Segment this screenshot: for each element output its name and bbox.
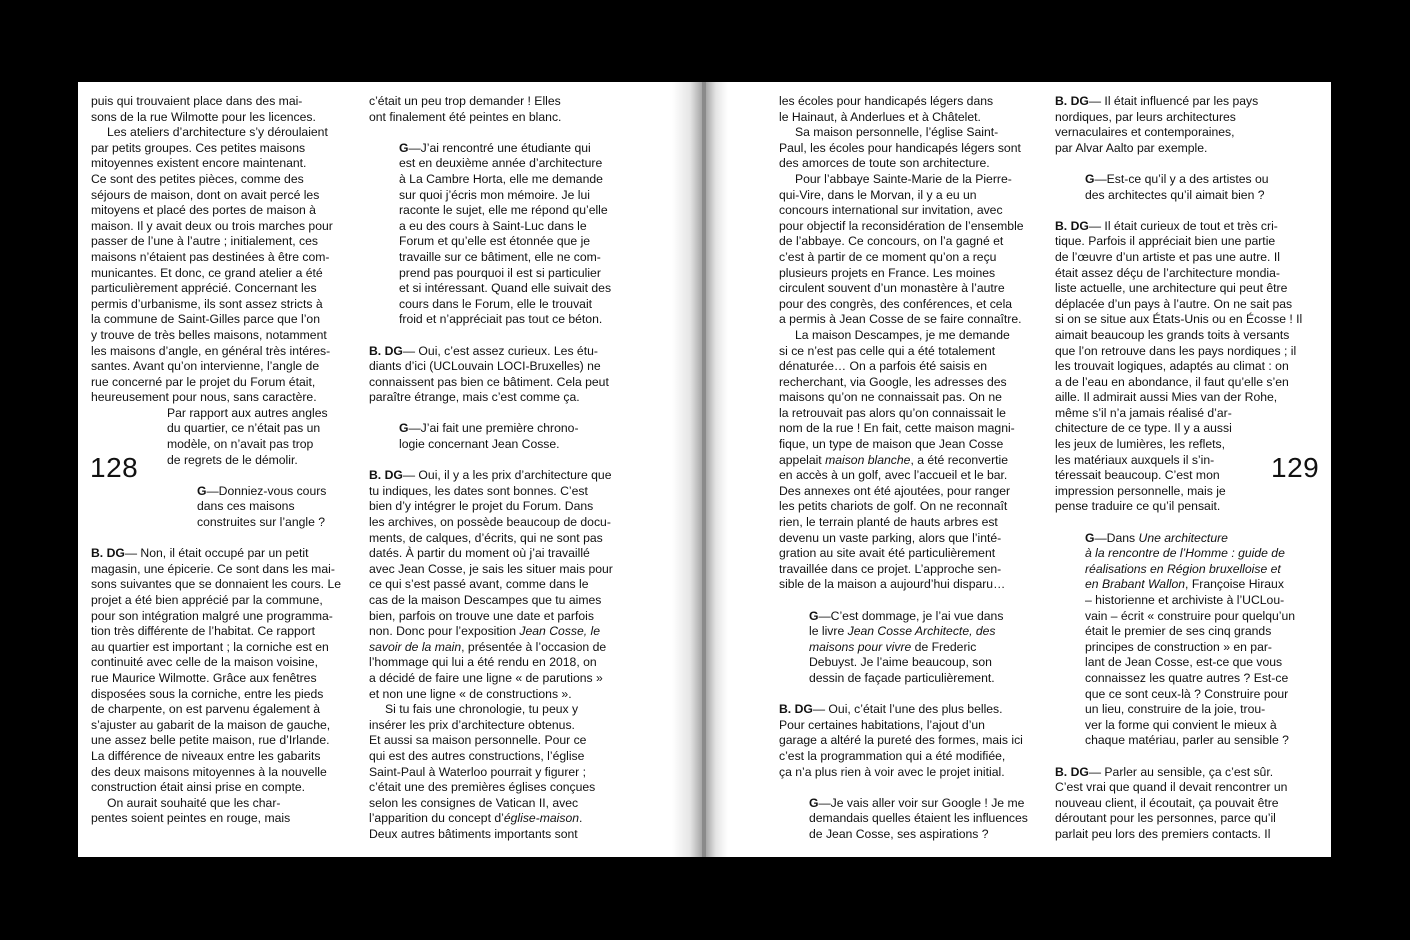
text-line: rien, le terrain planté de hauts arbres est <box>779 515 998 530</box>
text-line: impression personnelle, mais je <box>1055 483 1226 498</box>
text-line: Des annexes ont été ajoutées, pour ranger <box>779 483 1011 498</box>
speaker-label: G <box>809 795 819 810</box>
text-line: passer de l’une à l’autre ; initialement, ces <box>91 234 318 249</box>
text-line: est en deuxième année d’architecture <box>399 156 603 171</box>
text-line: chaque matériau, parler au sensible ? <box>1085 733 1289 748</box>
text-line: c’est à partir de ce moment qu’on a reçu <box>779 249 997 264</box>
page-number-left: 128 <box>90 452 139 483</box>
answer-line: B. DG— Il était curieux de tout et très cri- <box>1055 218 1278 233</box>
text-line: bien d’y intégrer le projet du Forum. Dans <box>369 499 594 514</box>
text-line: sible de la maison a aujourd’hui disparu… <box>779 577 1006 592</box>
text-line: les jeux de lumières, les reflets, <box>1055 437 1226 452</box>
text-line: de l’abbaye. Ce concours, on l’a gagné et <box>779 234 1004 249</box>
text-line: pour des congrès, des conférences, et cela <box>779 296 1013 311</box>
text-line: permis d’urbanisme, ils sont assez stricts à <box>91 296 323 311</box>
text-line: déroutant pour les personnes, parce qu’il <box>1055 811 1276 826</box>
text-line: Deux autres bâtiments importants sont <box>369 826 578 841</box>
text-line: ce qui s’est passé avant, comme dans le <box>369 577 589 592</box>
column-3 <box>779 94 1047 843</box>
text-line: le livre Jean Cosse Architecte, des <box>809 624 996 639</box>
text-line: sons de la rue Wilmotte pour les licences. <box>91 109 316 124</box>
text-line: pense traduire ce qu’il pensait. <box>1055 499 1221 514</box>
text-line: plusieurs projets en France. Les moines <box>779 265 996 280</box>
text-line: maisons qu’on ne connaissait pas. On ne <box>779 390 1002 405</box>
text-line: raconte le sujet, elle me répond qu’elle <box>399 203 608 218</box>
text-line: avec Jean Cosse, je sais les situer mais pour <box>369 561 613 576</box>
text-line: c’est la programmation qui a été modifiée, <box>779 748 1006 763</box>
text-line: pour objectif la reconsidération de l’ensemble <box>779 218 1024 233</box>
text-line: du quartier, ce n’était pas un <box>167 421 321 436</box>
text-line: tique. Parfois il appréciait bien une partie <box>1055 234 1276 249</box>
text-line: ver la forme qui convient le mieux à <box>1085 717 1277 732</box>
speaker-label: G <box>399 140 409 155</box>
text-line: Forum et qu’elle est étonnée que je <box>399 234 591 249</box>
text-line: nordiques, par leurs architectures <box>1055 109 1236 124</box>
text-line: gration au site avait été particulièrement <box>779 546 996 561</box>
text-line: téressait beaucoup. C’est mon <box>1055 468 1220 483</box>
text-line: garage a altéré la pureté des formes, mais ici <box>779 733 1023 748</box>
text-line: de l’œuvre d’un artiste et pas une autre. Il <box>1055 249 1280 264</box>
question-line: G—Je vais aller voir sur Google ! Je me <box>809 795 1025 810</box>
speaker-label: B. DG <box>779 702 813 717</box>
text-line: rue concerné par le projet du Forum était, <box>91 374 316 389</box>
text-line: maison. Il y avait deux ou trois marches pour <box>91 218 333 233</box>
text-line: Pour certaines habitations, l’ajout d’un <box>779 717 985 732</box>
text-line: a de l’eau en abondance, il faut qu’elle s’en <box>1055 374 1289 389</box>
text-line: Ce sont des petites pièces, comme des <box>91 171 304 186</box>
answer-line: B. DG— Parler au sensible, ça c’est sûr. <box>1055 764 1274 779</box>
text-line: des amorces de toute son architecture. <box>779 156 990 171</box>
text-line: demandais quelles étaient les influences <box>809 811 1028 826</box>
text-line: qui-Vire, dans le Morvan, il y a eu un <box>779 187 977 202</box>
text-line: par Alvar Aalto par exemple. <box>1055 140 1208 155</box>
text-line: que l’on retrouve dans les pays nordiques ; il <box>1055 343 1297 358</box>
text-line: réalisations en Région bruxelloise et <box>1085 561 1281 576</box>
question-line: G—C’est dommage, je l’ai vue dans <box>809 608 1004 623</box>
text-line: travaille sur ce bâtiment, elle ne com- <box>399 249 601 264</box>
question-line: G—Dans Une architecture <box>1085 530 1228 545</box>
text-line: particulièrement apprécié. Concernant les <box>91 281 317 296</box>
text-line: les petits chariots de golf. On ne reconnaît <box>779 499 1008 514</box>
text-line: la retrouvait pas alors qu’on connaissait le <box>779 405 1006 420</box>
text-line: ont finalement été peintes en blanc. <box>369 109 562 124</box>
text-line: les écoles pour handicapés légers dans <box>779 94 994 108</box>
text-line: diants d’ici (UCLouvain LOCI-Bruxelles) ne <box>369 359 601 374</box>
speaker-label: G <box>1085 171 1095 186</box>
page-number-right: 129 <box>1271 452 1320 483</box>
text-line: Les ateliers d’architecture s’y déroulaient <box>107 125 328 140</box>
text-line: et si intéressant. Quand elle suivait des <box>399 281 612 296</box>
text-line: tion très différente de l’habitat. Ce rapport <box>91 624 316 639</box>
text-line: vernaculaires et contemporaines, <box>1055 125 1235 140</box>
text-line: les trouvait logiques, adaptés au climat : on <box>1055 359 1289 374</box>
text-line: la commune de Saint-Gilles parce que l’on <box>91 312 320 327</box>
text-line: chitecture de ce type. Il y a aussi <box>1055 421 1232 436</box>
text-line: connaissent pas bien ce bâtiment. Cela peut <box>369 374 609 389</box>
text-line: On aurait souhaité que les char- <box>107 795 281 810</box>
text-line: paraître étrange, mais c’est comme ça. <box>369 390 580 405</box>
text-line: continuité avec celle de la maison voisine, <box>91 655 318 670</box>
text-line: recherchant, via Google, les adresses des <box>779 374 1007 389</box>
text-line: vain – écrit « construire pour quelqu’un <box>1085 608 1296 623</box>
text-line: bien, parfois on trouve une date et parfois <box>369 608 594 623</box>
speaker-label: B. DG <box>1055 764 1089 779</box>
text-line: était le premier de ses cinq grands <box>1085 624 1272 639</box>
text-line: La différence de niveaux entre les gabarits <box>91 748 321 763</box>
text-line: l’apparition du concept d’église-maison. <box>369 811 583 826</box>
text-line: projet a été bien apprécié par la commune, <box>91 593 323 607</box>
speaker-label: B. DG <box>369 468 403 483</box>
text-line: le Hainaut, à Anderlues et à Châtelet. <box>779 109 981 124</box>
question-line: G—J’ai rencontré une étudiante qui <box>399 140 591 155</box>
text-line: nouveau client, il écoutait, ça pouvait être <box>1055 795 1279 810</box>
text-line: en Brabant Wallon, Françoise Hiraux <box>1085 577 1284 592</box>
text-line: était assez déçu de l’architecture mondia- <box>1055 265 1280 280</box>
text-line: maisons n’étaient pas destinées à être com- <box>91 249 330 264</box>
text-line: tu indiques, les dates sont bonnes. C’est <box>369 483 588 498</box>
text-line: a décidé de faire une ligne « de parutions » <box>369 670 603 685</box>
text-line: connaissez les quatre autres ? Est-ce <box>1085 670 1289 685</box>
book-spine <box>702 82 706 857</box>
text-line: les archives, on possède beaucoup de docu- <box>369 515 611 530</box>
text-line: lant de Jean Cosse, est-ce que vous <box>1085 655 1283 670</box>
text-line: un lieu, construire de la joie, trou- <box>1085 702 1266 717</box>
text-line: séjours de maison, dont on avait percé les <box>91 187 320 202</box>
text-line: datés. À partir du moment où j’ai travaillé <box>369 546 590 561</box>
text-line: ça n’a plus rien à voir avec le projet initial. <box>779 764 1005 779</box>
text-line: au quartier est important ; la corniche est en <box>91 639 329 654</box>
text-line: aille. Il admirait aussi Mies van der Rohe, <box>1055 390 1278 405</box>
text-line: de regrets de le démolir. <box>167 452 298 467</box>
text-line: froid et n’appréciait pas tout ce béton. <box>399 312 603 327</box>
text-line: appelait maison blanche, a été reconvertie <box>779 452 1009 467</box>
answer-line: B. DG— Non, il était occupé par un petit <box>91 546 309 561</box>
speaker-label: G <box>197 483 207 498</box>
text-line: circulent souvent d’un monastère à l’autre <box>779 281 1005 296</box>
text-line: non. Donc pour l’exposition Jean Cosse, le <box>369 624 601 639</box>
answer-line: B. DG— Oui, il y a les prix d’architecture que <box>369 468 612 483</box>
text-line: Pour l’abbaye Sainte-Marie de la Pierre- <box>795 171 1012 186</box>
text-line: de charpente, on est parvenu également à <box>91 702 321 717</box>
speaker-label: G <box>399 421 409 436</box>
text-line: devenu un vaste parking, alors que l’inté- <box>779 530 1002 545</box>
text-line: à la rencontre de l’Homme : guide de <box>1085 546 1285 561</box>
text-line: pour son intégration malgré une programma- <box>91 608 333 623</box>
text-line: rue Maurice Wilmotte. Grâce aux fenêtres <box>91 670 317 685</box>
text-line: dessin de façade particulièrement. <box>809 670 995 685</box>
text-line: C’est vrai que quand il devait rencontrer un <box>1055 780 1288 795</box>
text-line: pentes soient peintes en rouge, mais <box>91 811 291 826</box>
text-line: à La Cambre Horta, elle me demande <box>399 171 603 186</box>
text-line: l’hommage qui lui a été rendu en 2018, on <box>369 655 597 670</box>
text-line: s’ajuster au gabarit de la maison de gauche, <box>91 717 331 732</box>
text-line: par petits groupes. Ces petites maisons <box>91 140 306 155</box>
text-line: c’était un peu trop demander ! Elles <box>369 94 561 108</box>
text-line: liste actuelle, une architecture qui peut être <box>1055 281 1288 296</box>
text-line: de Jean Cosse, ses aspirations ? <box>809 826 989 841</box>
text-line: déplacée d’un pays à l’autre. On ne sait pas <box>1055 296 1293 311</box>
text-line: nom de la rue ! En fait, cette maison magni- <box>779 421 1015 436</box>
text-line: – historienne et archiviste à l’UCLou- <box>1085 593 1285 607</box>
text-line: même s’il n’a jamais réalisé d’ar- <box>1055 405 1232 420</box>
text-line: en accès à un golf, avec l’accueil et le bar. <box>779 468 1008 483</box>
text-line: fique, un type de maison que Jean Cosse <box>779 437 1004 452</box>
answer-line: B. DG— Oui, c’était l’une des plus belles. <box>779 702 1003 717</box>
text-line: Si tu fais une chronologie, tu peux y <box>385 702 579 717</box>
text-line: Debuyst. Je l’aime beaucoup, son <box>809 655 992 670</box>
text-line: magasin, une épicerie. Ce sont dans les mai- <box>91 561 335 576</box>
text-line: Par rapport aux autres angles <box>167 405 328 420</box>
text-line: des architectes qu’il aimait bien ? <box>1085 187 1265 202</box>
question-line: G—J’ai fait une première chrono- <box>399 421 579 436</box>
text-line: y trouve de très belles maisons, notamment <box>91 327 327 342</box>
question-line: dans ces maisons <box>197 499 295 514</box>
question-line: G—Est-ce qu’il y a des artistes ou <box>1085 171 1269 186</box>
text-line: modèle, on n’avait pas trop <box>167 437 314 452</box>
text-line: une assez belle petite maison, rue d’Irlande. <box>91 733 330 748</box>
text-line: si on se situe aux États-Unis ou en Écosse ! Il <box>1055 312 1303 327</box>
text-line: sons suivantes que se donnaient les cours. Le <box>91 577 342 592</box>
text-line: des deux maisons mitoyennes à la nouvelle <box>91 764 327 779</box>
text-line: cas de la maison Descampes que tu aimes <box>369 593 602 607</box>
text-line: Et aussi sa maison personnelle. Pour ce <box>369 733 587 748</box>
text-line: dénaturée… On a parfois été saisis en <box>779 359 987 374</box>
speaker-label: G <box>809 608 819 623</box>
speaker-label: B. DG <box>91 546 125 561</box>
text-line: travaillée dans ce projet. L’approche sen- <box>779 561 1002 576</box>
text-line: les maisons d’angle, en général très intéres- <box>91 343 331 358</box>
text-line: La maison Descampes, je me demande <box>795 327 1010 342</box>
text-line: sur quoi j’écris mon mémoire. Je lui <box>399 187 591 202</box>
text-line: municantes. Et donc, ce grand atelier a été <box>91 265 323 280</box>
text-line: prend pas pourquoi il est si particulier <box>399 265 601 280</box>
speaker-label: B. DG <box>1055 94 1089 108</box>
text-line: cours dans le Forum, elle le trouvait <box>399 296 593 311</box>
text-line: mitoyens et placé des portes de maison à <box>91 203 316 218</box>
gutter-shadow-left <box>672 82 702 857</box>
text-line: construction était ainsi prise en compte. <box>91 780 306 795</box>
text-line: a permis à Jean Cosse de se faire connaître. <box>779 312 1022 327</box>
text-line: Saint-Paul à Waterloo pourrait y figurer ; <box>369 764 586 779</box>
text-line: insérer les prix d’architecture obtenus. <box>369 717 575 732</box>
text-line: que ce sont ceux-là ? Construire pour <box>1085 686 1289 701</box>
text-line: maisons pour vivre de Frederic <box>809 639 977 654</box>
speaker-label: B. DG <box>369 343 403 358</box>
text-line: santes. Avant qu’on intervienne, l’angle de <box>91 359 320 374</box>
text-line: qui est des autres constructions, l’église <box>369 748 585 763</box>
text-line: savoir de la main, présentée à l’occasion de <box>369 639 607 654</box>
text-line: aimait beaucoup les grands toits à versants <box>1055 327 1290 342</box>
text-line: parlait peu lors des premiers contacts. Il <box>1055 826 1271 841</box>
answer-line: B. DG— Oui, c’est assez curieux. Les étu- <box>369 343 598 358</box>
text-line: c’était une des premières églises conçues <box>369 780 596 795</box>
text-line: puis qui trouvaient place dans des mai- <box>91 94 303 108</box>
column-2 <box>369 94 631 843</box>
text-line: ments, de calques, d’écrits, qui ne sont pas <box>369 530 603 545</box>
gutter-shadow-right <box>706 82 728 857</box>
text-line: si ce n’est pas celle qui a été totalement <box>779 343 996 358</box>
speaker-label: B. DG <box>1055 218 1089 233</box>
text-line: logie concernant Jean Cosse. <box>399 437 560 452</box>
text-line: heureusement pour nous, sans caractère. <box>91 390 317 405</box>
text-line: les matériaux auxquels il s’in- <box>1055 452 1215 467</box>
text-line: Paul, les écoles pour handicapés légers sont <box>779 140 1021 155</box>
text-line: principes de construction » en par- <box>1085 639 1272 654</box>
text-line: mitoyennes existent encore maintenant. <box>91 156 307 171</box>
text-line: disposées sous la corniche, entre les pieds <box>91 686 324 701</box>
text-line: a eu des cours à Saint-Luc dans le <box>399 218 587 233</box>
answer-line: B. DG— Il était influencé par les pays <box>1055 94 1259 108</box>
speaker-label: G <box>1085 530 1095 545</box>
text-line: selon les consignes de Vatican II, avec <box>369 795 579 810</box>
text-line: Sa maison personnelle, l’église Saint- <box>795 125 999 140</box>
text-line: et non une ligne « de constructions ». <box>369 686 572 701</box>
question-line: construites sur l’angle ? <box>197 515 326 530</box>
text-line: concours international sur invitation, avec <box>779 203 1003 218</box>
question-line: G—Donniez-vous cours <box>197 483 327 498</box>
